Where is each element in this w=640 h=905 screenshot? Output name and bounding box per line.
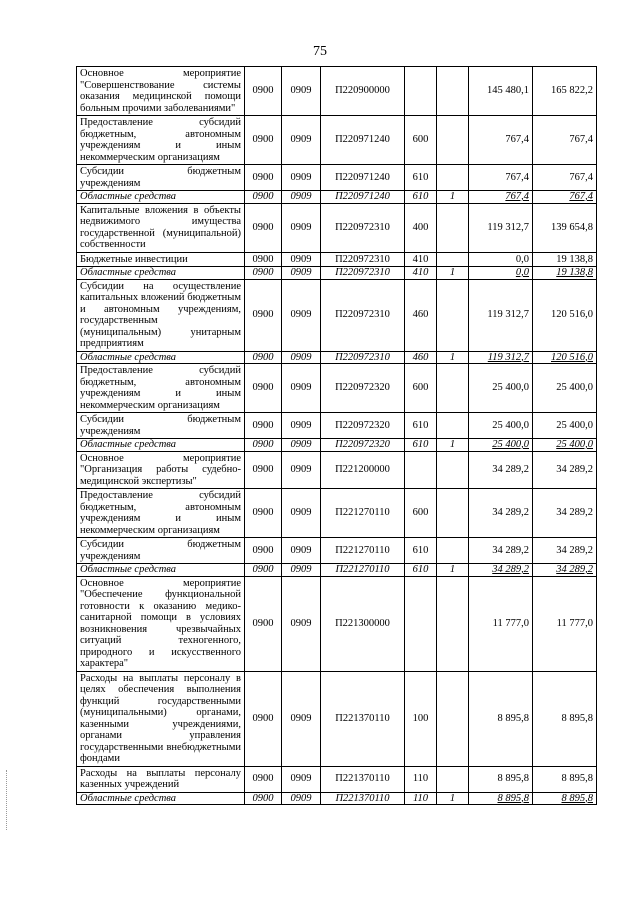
row-amount-year1: 767,4	[469, 191, 533, 204]
row-amount-year1: 25 400,0	[469, 364, 533, 413]
row-name: Областные средства	[77, 191, 245, 204]
row-section: 0900	[245, 67, 282, 116]
scan-artifact	[6, 770, 11, 830]
table-row	[77, 165, 597, 191]
row-section: 0900	[245, 203, 282, 252]
row-funding-source: 1	[437, 267, 469, 280]
row-amount-year1: 0,0	[469, 252, 533, 267]
row-funding-source	[437, 671, 469, 766]
row-target-article: П220972310	[321, 279, 405, 351]
row-funding-source	[437, 451, 469, 489]
row-subsection: 0909	[282, 451, 321, 489]
row-target-article: П220972320	[321, 413, 405, 439]
row-target-article: П221370110	[321, 792, 405, 805]
row-expense-type: 410	[405, 267, 437, 280]
row-funding-source	[437, 413, 469, 439]
row-target-article: П221270110	[321, 489, 405, 538]
row-section: 0900	[245, 538, 282, 564]
row-funding-source	[437, 279, 469, 351]
table-body	[77, 67, 597, 805]
row-target-article: П221370110	[321, 766, 405, 792]
row-amount-year2: 120 516,0	[533, 279, 597, 351]
row-section: 0900	[245, 439, 282, 452]
row-subsection: 0909	[282, 116, 321, 165]
table-row	[77, 67, 597, 116]
row-expense-type: 100	[405, 671, 437, 766]
row-target-article: П220972320	[321, 439, 405, 452]
row-expense-type: 610	[405, 191, 437, 204]
table-row	[77, 489, 597, 538]
row-section: 0900	[245, 766, 282, 792]
row-amount-year1: 8 895,8	[469, 671, 533, 766]
row-expense-type: 460	[405, 279, 437, 351]
row-section: 0900	[245, 116, 282, 165]
row-funding-source: 1	[437, 564, 469, 577]
row-target-article: П221200000	[321, 451, 405, 489]
row-amount-year1: 11 777,0	[469, 576, 533, 671]
row-funding-source	[437, 67, 469, 116]
row-funding-source	[437, 576, 469, 671]
row-amount-year2: 767,4	[533, 191, 597, 204]
row-amount-year1: 119 312,7	[469, 279, 533, 351]
row-name: Субсидии бюджетным учреждениям	[77, 165, 245, 191]
row-amount-year1: 119 312,7	[469, 351, 533, 364]
row-target-article: П220972320	[321, 364, 405, 413]
row-subsection: 0909	[282, 489, 321, 538]
row-amount-year2: 25 400,0	[533, 364, 597, 413]
row-section: 0900	[245, 279, 282, 351]
row-amount-year2: 8 895,8	[533, 766, 597, 792]
table-row	[77, 252, 597, 267]
row-funding-source: 1	[437, 792, 469, 805]
row-section: 0900	[245, 451, 282, 489]
table-row	[77, 439, 597, 452]
table-row	[77, 203, 597, 252]
row-expense-type: 610	[405, 413, 437, 439]
row-target-article: П220971240	[321, 165, 405, 191]
row-amount-year1: 25 400,0	[469, 439, 533, 452]
row-target-article: П220972310	[321, 267, 405, 280]
row-expense-type: 600	[405, 489, 437, 538]
row-amount-year2: 34 289,2	[533, 489, 597, 538]
row-subsection: 0909	[282, 67, 321, 116]
row-expense-type: 400	[405, 203, 437, 252]
row-funding-source	[437, 538, 469, 564]
table-row	[77, 576, 597, 671]
row-section: 0900	[245, 267, 282, 280]
row-amount-year1: 0,0	[469, 267, 533, 280]
row-subsection: 0909	[282, 439, 321, 452]
row-amount-year1: 34 289,2	[469, 451, 533, 489]
row-expense-type	[405, 576, 437, 671]
row-expense-type	[405, 451, 437, 489]
row-name: Предоставление субсидий бюджетным, автономным учреждениям и иным некоммерческим организациям	[77, 364, 245, 413]
row-expense-type: 610	[405, 538, 437, 564]
row-name: Расходы на выплаты персоналу казенных учреждений	[77, 766, 245, 792]
row-name: Областные средства	[77, 564, 245, 577]
row-amount-year1: 25 400,0	[469, 413, 533, 439]
row-expense-type: 410	[405, 252, 437, 267]
table-row	[77, 564, 597, 577]
row-subsection: 0909	[282, 252, 321, 267]
row-subsection: 0909	[282, 364, 321, 413]
row-name: Субсидии на осуществление капитальных вложений бюджетным и автономным учреждениям, государственным (муниципальным) унитарным предприятиям	[77, 279, 245, 351]
row-subsection: 0909	[282, 538, 321, 564]
row-amount-year1: 767,4	[469, 165, 533, 191]
row-section: 0900	[245, 191, 282, 204]
table-row	[77, 671, 597, 766]
row-funding-source: 1	[437, 191, 469, 204]
row-section: 0900	[245, 364, 282, 413]
row-amount-year2: 34 289,2	[533, 538, 597, 564]
table-row	[77, 538, 597, 564]
row-expense-type: 610	[405, 165, 437, 191]
row-section: 0900	[245, 165, 282, 191]
row-amount-year2: 165 822,2	[533, 67, 597, 116]
row-target-article: П220972310	[321, 203, 405, 252]
row-section: 0900	[245, 792, 282, 805]
row-subsection: 0909	[282, 165, 321, 191]
table-row	[77, 451, 597, 489]
row-funding-source	[437, 364, 469, 413]
table-row	[77, 766, 597, 792]
row-amount-year2: 34 289,2	[533, 564, 597, 577]
row-amount-year2: 25 400,0	[533, 439, 597, 452]
table-row	[77, 792, 597, 805]
row-expense-type: 460	[405, 351, 437, 364]
row-amount-year1: 119 312,7	[469, 203, 533, 252]
row-expense-type: 110	[405, 766, 437, 792]
row-name: Областные средства	[77, 267, 245, 280]
table-row	[77, 364, 597, 413]
row-subsection: 0909	[282, 766, 321, 792]
row-amount-year2: 19 138,8	[533, 267, 597, 280]
row-subsection: 0909	[282, 191, 321, 204]
row-subsection: 0909	[282, 576, 321, 671]
row-target-article: П220900000	[321, 67, 405, 116]
table-row	[77, 351, 597, 364]
row-section: 0900	[245, 489, 282, 538]
row-amount-year1: 8 895,8	[469, 792, 533, 805]
table-row	[77, 413, 597, 439]
row-target-article: П221370110	[321, 671, 405, 766]
row-name: Областные средства	[77, 792, 245, 805]
row-section: 0900	[245, 252, 282, 267]
row-expense-type: 110	[405, 792, 437, 805]
row-amount-year1: 145 480,1	[469, 67, 533, 116]
page-number: 75	[313, 44, 327, 59]
row-name: Субсидии бюджетным учреждениям	[77, 413, 245, 439]
table-row	[77, 191, 597, 204]
row-target-article: П221300000	[321, 576, 405, 671]
row-section: 0900	[245, 576, 282, 671]
row-funding-source	[437, 766, 469, 792]
row-amount-year1: 8 895,8	[469, 766, 533, 792]
row-name: Областные средства	[77, 439, 245, 452]
row-name: Капитальные вложения в объекты недвижимого имущества государственной (муниципальной) собственности	[77, 203, 245, 252]
row-amount-year2: 120 516,0	[533, 351, 597, 364]
row-subsection: 0909	[282, 792, 321, 805]
row-subsection: 0909	[282, 671, 321, 766]
row-funding-source: 1	[437, 439, 469, 452]
row-section: 0900	[245, 671, 282, 766]
row-subsection: 0909	[282, 564, 321, 577]
row-name: Предоставление субсидий бюджетным, автономным учреждениям и иным некоммерческим организациям	[77, 116, 245, 165]
row-name: Основное мероприятие "Организация работы судебно-медицинской экспертизы"	[77, 451, 245, 489]
row-amount-year2: 767,4	[533, 165, 597, 191]
row-expense-type	[405, 67, 437, 116]
table-row	[77, 279, 597, 351]
row-amount-year2: 34 289,2	[533, 451, 597, 489]
row-funding-source	[437, 116, 469, 165]
row-expense-type: 610	[405, 439, 437, 452]
row-target-article: П220971240	[321, 116, 405, 165]
table-row	[77, 267, 597, 280]
row-amount-year1: 34 289,2	[469, 538, 533, 564]
row-amount-year2: 767,4	[533, 116, 597, 165]
row-section: 0900	[245, 413, 282, 439]
row-name: Областные средства	[77, 351, 245, 364]
row-name: Субсидии бюджетным учреждениям	[77, 538, 245, 564]
row-funding-source	[437, 203, 469, 252]
row-name: Основное мероприятие "Обеспечение функциональной готовности к оказанию медико-санитарной помощи в условиях возникновения чрезвычайных ситуаций техногенного, природного и искусственного характера"	[77, 576, 245, 671]
row-subsection: 0909	[282, 203, 321, 252]
row-section: 0900	[245, 351, 282, 364]
row-funding-source	[437, 489, 469, 538]
budget-table	[76, 66, 597, 805]
row-amount-year1: 34 289,2	[469, 564, 533, 577]
row-funding-source	[437, 165, 469, 191]
table-row	[77, 116, 597, 165]
row-amount-year1: 34 289,2	[469, 489, 533, 538]
row-subsection: 0909	[282, 267, 321, 280]
row-amount-year2: 19 138,8	[533, 252, 597, 267]
row-expense-type: 610	[405, 564, 437, 577]
row-section: 0900	[245, 564, 282, 577]
row-amount-year2: 11 777,0	[533, 576, 597, 671]
row-name: Бюджетные инвестиции	[77, 252, 245, 267]
row-target-article: П220972310	[321, 351, 405, 364]
row-target-article: П221270110	[321, 564, 405, 577]
row-name: Расходы на выплаты персоналу в целях обеспечения выполнения функций государственными (муниципальными) органами, казенными учреждениями, органами управления государственными внебюджетными фондами	[77, 671, 245, 766]
row-amount-year2: 139 654,8	[533, 203, 597, 252]
row-funding-source: 1	[437, 351, 469, 364]
row-amount-year2: 8 895,8	[533, 671, 597, 766]
row-amount-year2: 8 895,8	[533, 792, 597, 805]
row-name: Предоставление субсидий бюджетным, автономным учреждениям и иным некоммерческим организациям	[77, 489, 245, 538]
row-amount-year2: 25 400,0	[533, 413, 597, 439]
row-expense-type: 600	[405, 116, 437, 165]
row-target-article: П220971240	[321, 191, 405, 204]
row-target-article: П220972310	[321, 252, 405, 267]
row-target-article: П221270110	[321, 538, 405, 564]
row-funding-source	[437, 252, 469, 267]
row-expense-type: 600	[405, 364, 437, 413]
row-amount-year1: 767,4	[469, 116, 533, 165]
row-name: Основное мероприятие "Совершенствование системы оказания медицинской помощи больным прочими заболеваниями"	[77, 67, 245, 116]
row-subsection: 0909	[282, 351, 321, 364]
row-subsection: 0909	[282, 413, 321, 439]
row-subsection: 0909	[282, 279, 321, 351]
